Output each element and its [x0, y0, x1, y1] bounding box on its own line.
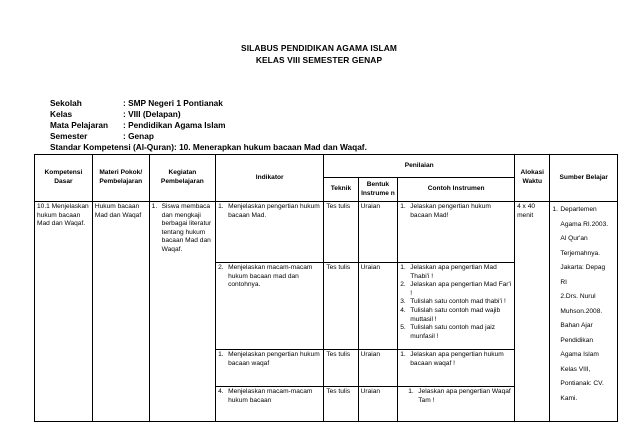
document-title: SILABUS PENDIDIKAN AGAMA ISLAM: [241, 43, 397, 53]
bentuk-cell: Uraian: [358, 263, 398, 350]
info-kelas: Kelas : VIII (Delapan): [50, 109, 181, 119]
indikator-cell: 2. Menjelaskan macam-macam hukum bacaan mad dan contohnya.: [216, 263, 324, 350]
header-teknik: Teknik: [324, 178, 358, 202]
sumber-cell: 1. Departemen Agama RI.2003. Al Qur'an Terjemahnya. Jakarta: Depag RI 2.Drs. Nurul Muhson.2008. Bahan Ajar Pendidikan Agama Islam Kelas VIII, Pontianak: CV. Kami.: [550, 202, 618, 422]
table-row: [35, 202, 618, 263]
header-sumber: Sumber Belajar: [550, 155, 618, 202]
header-bentuk: Bentuk Instrume n: [358, 178, 398, 202]
teknik-cell: Tes tulis: [324, 350, 358, 387]
kegiatan-cell: 1. Siswa membaca dan mengkaji berbagai literatur tentang hukum bacaan Mad dan Waqaf.: [149, 202, 215, 422]
contoh-cell: 1. Jelaskan pengertian hukum bacaan Mad!: [398, 202, 515, 263]
teknik-cell: Tes tulis: [324, 263, 358, 350]
indikator-cell: 4. Menjelaskan macam-macam hukum bacaan: [216, 387, 324, 422]
bentuk-cell: Uraian: [358, 350, 398, 387]
document-subtitle: KELAS VIII SEMESTER GENAP: [255, 55, 383, 65]
info-sekolah: Sekolah : SMP Negeri 1 Pontianak: [50, 98, 223, 108]
teknik-cell: Tes tulis: [324, 202, 358, 263]
bentuk-cell: Uraian: [358, 387, 398, 422]
teknik-cell: Tes tulis: [324, 387, 358, 422]
contoh-cell: 1. Jelaskan apa pengertian Mad Thabi'i ! 2. Jelaskan apa pengertian Mad Far'i ! 3. Tulislah satu contoh mad thabi'i ! 4. Tulislah satu contoh mad wajib muttasil ! 5. Tulislah satu contoh mad jaiz munfasil !: [398, 263, 515, 350]
header-contoh: Contoh Instrumen: [398, 178, 515, 202]
syllabus-table: [34, 154, 618, 422]
header-kompetensi: Kompetensi Dasar: [35, 155, 93, 202]
indikator-cell: 1. Menjelaskan pengertian hukum bacaan Mad.: [216, 202, 324, 263]
standar-kompetensi: Standar Kompetensi (Al-Quran): 10. Menerapkan hukum bacaan Mad dan Waqaf.: [50, 142, 367, 152]
kompetensi-cell: 10.1 Menjelaskan hukum bacaan Mad dan Waqaf.: [35, 202, 93, 422]
materi-cell: Hukum bacaan Mad dan Waqaf: [92, 202, 149, 422]
indikator-cell: 1. Menjelaskan pengertian hukum bacaan waqaf: [216, 350, 324, 387]
contoh-cell: 1. Jelaskan apa pengertian hukum bacaan waqaf !: [398, 350, 515, 387]
header-indikator: Indikator: [216, 155, 324, 202]
identity-block: [50, 98, 226, 142]
header-alokasi: Alokasi Waktu: [515, 155, 550, 202]
info-semester: Semester : Genap: [50, 131, 154, 141]
header-kegiatan: Kegiatan Pembelajaran: [149, 155, 215, 202]
header-materi: Materi Pokok/ Pembelajaran: [92, 155, 149, 202]
header-penilaian: Penilaian: [324, 155, 515, 178]
bentuk-cell: Uraian: [358, 202, 398, 263]
alokasi-cell: 4 x 40 menit: [515, 202, 550, 422]
info-mata-pelajaran: Mata Pelajaran : Pendidikan Agama Islam: [50, 120, 226, 130]
contoh-cell: 1. Jelaskan apa pengertian Waqaf Tam !: [398, 387, 515, 422]
